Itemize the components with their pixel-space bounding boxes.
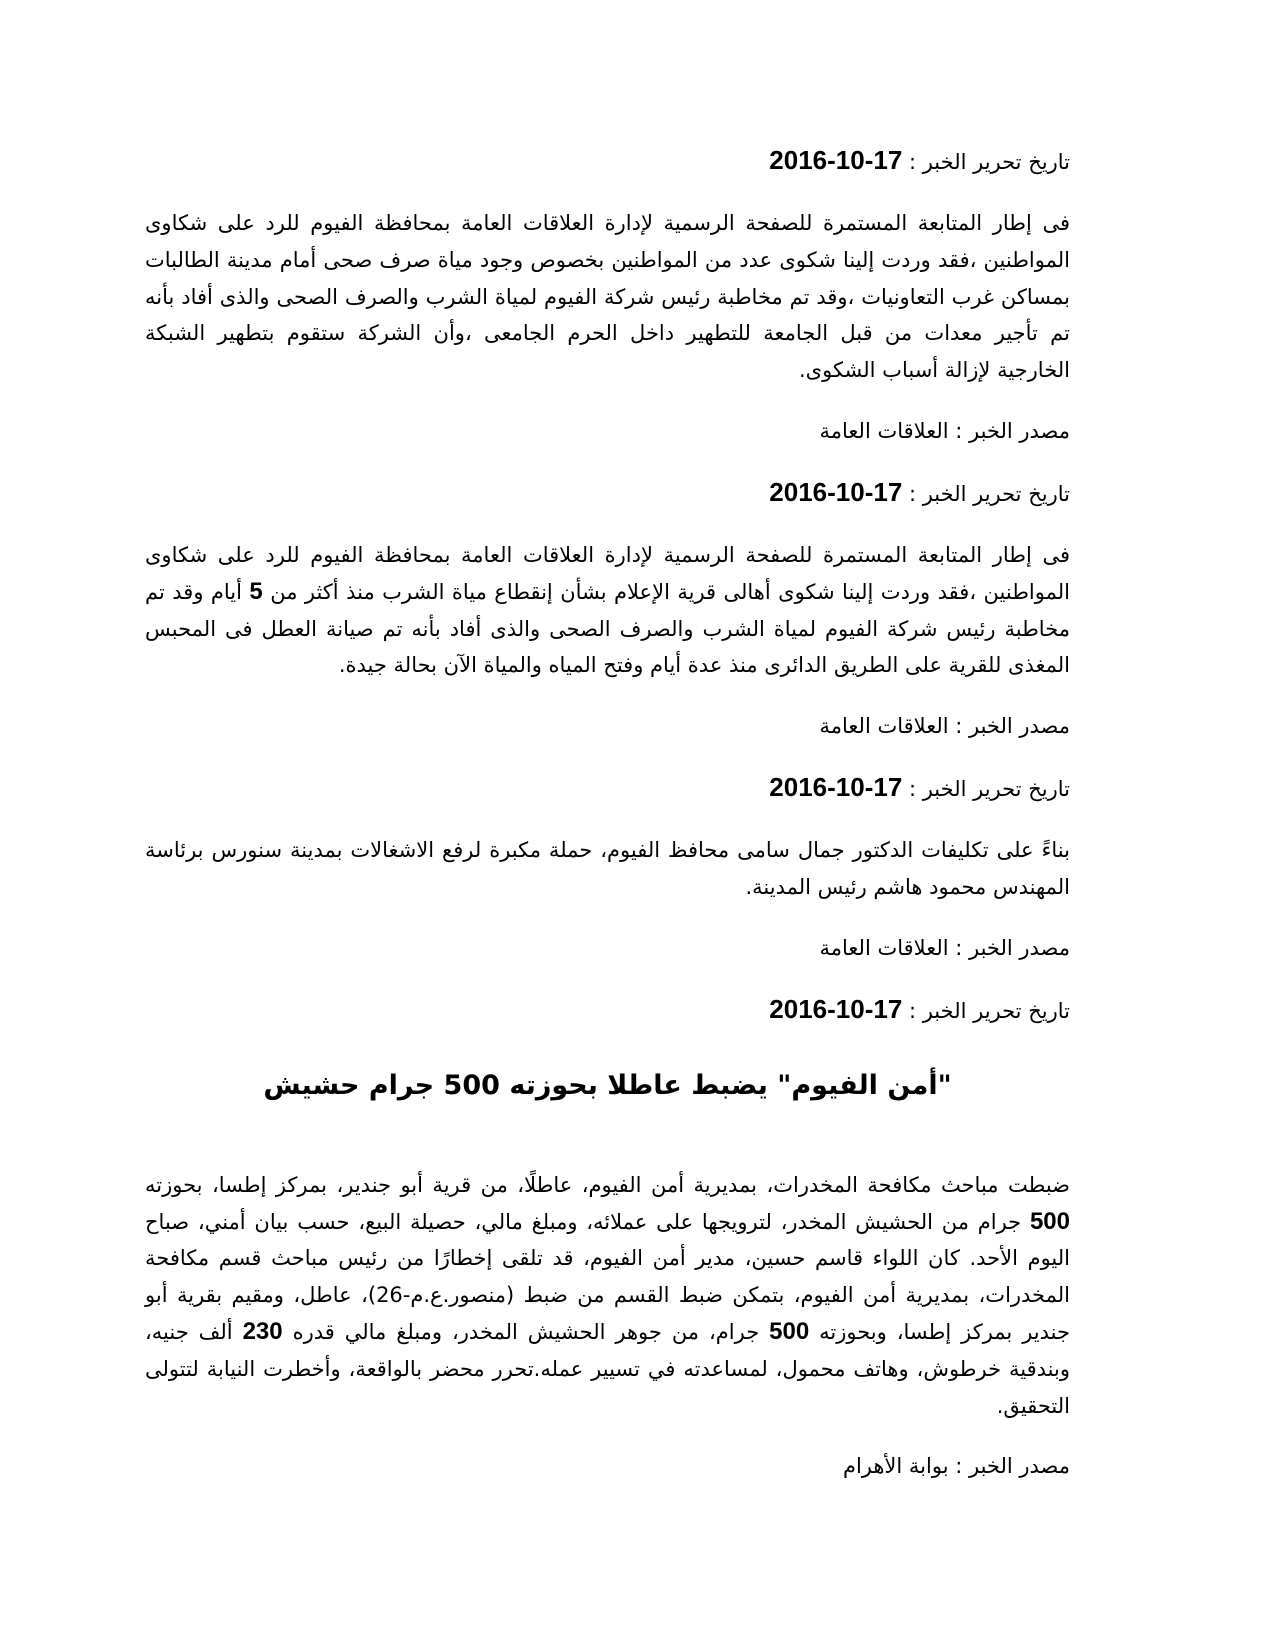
body-text: فى إطار المتابعة المستمرة للصفحة الرسمية لإدارة العلاقات العامة بمحافظة الفيوم للرد على شكاوى المواطنين ،فقد وردت إلينا شكوى أهالى قرية الإعلام بشأن إنقطاع مياة الشرب منذ أكثر من (145, 542, 1070, 604)
news-date: 2016-10-17 (769, 772, 903, 803)
body-text: ألف جنيه، وبندقية خرطوش، وهاتف محمول، لمساعدته في تسيير عمله.تحرر محضر بالواقعة، وأخطرت النيابة لتتولى التحقيق. (145, 1319, 1070, 1418)
news-headline: "أمن الفيوم" يضبط عاطلا بحوزته 500 جرام حشيش (263, 1069, 952, 1101)
date-label: تاريخ تحرير الخبر : (908, 998, 1070, 1023)
body-number: 500 (769, 1317, 810, 1345)
news-body: فى إطار المتابعة المستمرة للصفحة الرسمية لإدارة العلاقات العامة بمحافظة الفيوم للرد على شكاوى المواطنين ،فقد وردت إلينا شكوى عدد من المواطنين بخصوص وجود مياة صرف صحى أمام مدينة الطالبات بمساكن غرب التعاونيات ،وقد تم مخاطبة رئيس شركة الفيوم لمياة الشرب والصرف الصحى والذى أفاد بأنه تم تأجير معدات من قبل الجامعة للتطهير داخل الحرم الجامعى ،وأن الشركة ستقوم بتطهير الشبكة الخارجية لإزالة أسباب الشكوى. (145, 211, 1070, 383)
body-text: ضبطت مباحث مكافحة المخدرات، بمديرية أمن الفيوم، عاطلًا، من قرية أبو جندير، بمركز إطسا، بحوزته (145, 1172, 1070, 1197)
news-date-line (145, 472, 1070, 514)
document-page (145, 140, 1070, 1507)
news-date-line (145, 140, 1070, 182)
news-date: 2016-10-17 (769, 993, 903, 1024)
news-date: 2016-10-17 (769, 145, 903, 175)
body-number: 5 (249, 577, 263, 605)
news-source: مصدر الخبر : العلاقات العامة (819, 714, 1070, 739)
body-text: جرام، من جوهر الحشيش المخدر، ومبلغ مالي قدره (292, 1319, 760, 1344)
date-label: تاريخ تحرير الخبر : (908, 150, 1070, 174)
news-date-line (145, 767, 1070, 809)
news-body (145, 537, 1070, 684)
news-body: بناءً على تكليفات الدكتور جمال سامى محافظ الفيوم، حملة مكبرة لرفع الاشغالات بمدينة سنورس برئاسة المهندس محمود هاشم رئيس المدينة. (145, 838, 1070, 899)
news-date-line (145, 989, 1070, 1031)
date-label: تاريخ تحرير الخبر : (908, 481, 1070, 506)
body-number: 500 (1029, 1207, 1070, 1235)
body-number: 230 (242, 1317, 283, 1345)
news-source: مصدر الخبر : العلاقات العامة (819, 418, 1070, 443)
date-label: تاريخ تحرير الخبر : (908, 777, 1070, 802)
news-source: مصدر الخبر : بوابة الأهرام (842, 1454, 1070, 1479)
news-body (145, 1167, 1070, 1425)
news-date: 2016-10-17 (769, 476, 903, 507)
body-text: أيام وقد تم مخاطبة رئيس شركة الفيوم لمياة الشرب والصرف الصحى والذى أفاد بأنه تم صيانة العطل فى المحبس المغذى للقرية على الطريق الدائرى منذ عدة أيام وفتح المياه والمياة الآن بحالة جيدة. (145, 579, 1070, 678)
news-source: مصدر الخبر : العلاقات العامة (819, 935, 1070, 960)
body-text: جرام من الحشيش المخدر، لترويجها على عملائه، ومبلغ مالي، حصيلة البيع، حسب بيان أمني، صباح اليوم الأحد. كان اللواء قاسم حسين، مدير أمن الفيوم، قد تلقى إخطارًا من رئيس مباحث قسم مكافحة المخدرات، بمديرية أمن الفيوم، بتمكن ضبط القسم من ضبط (منصور.ع.م-26)، عاطل، ومقيم بقرية أبو جندير بمركز إطسا، وبحوزته (145, 1209, 1070, 1344)
